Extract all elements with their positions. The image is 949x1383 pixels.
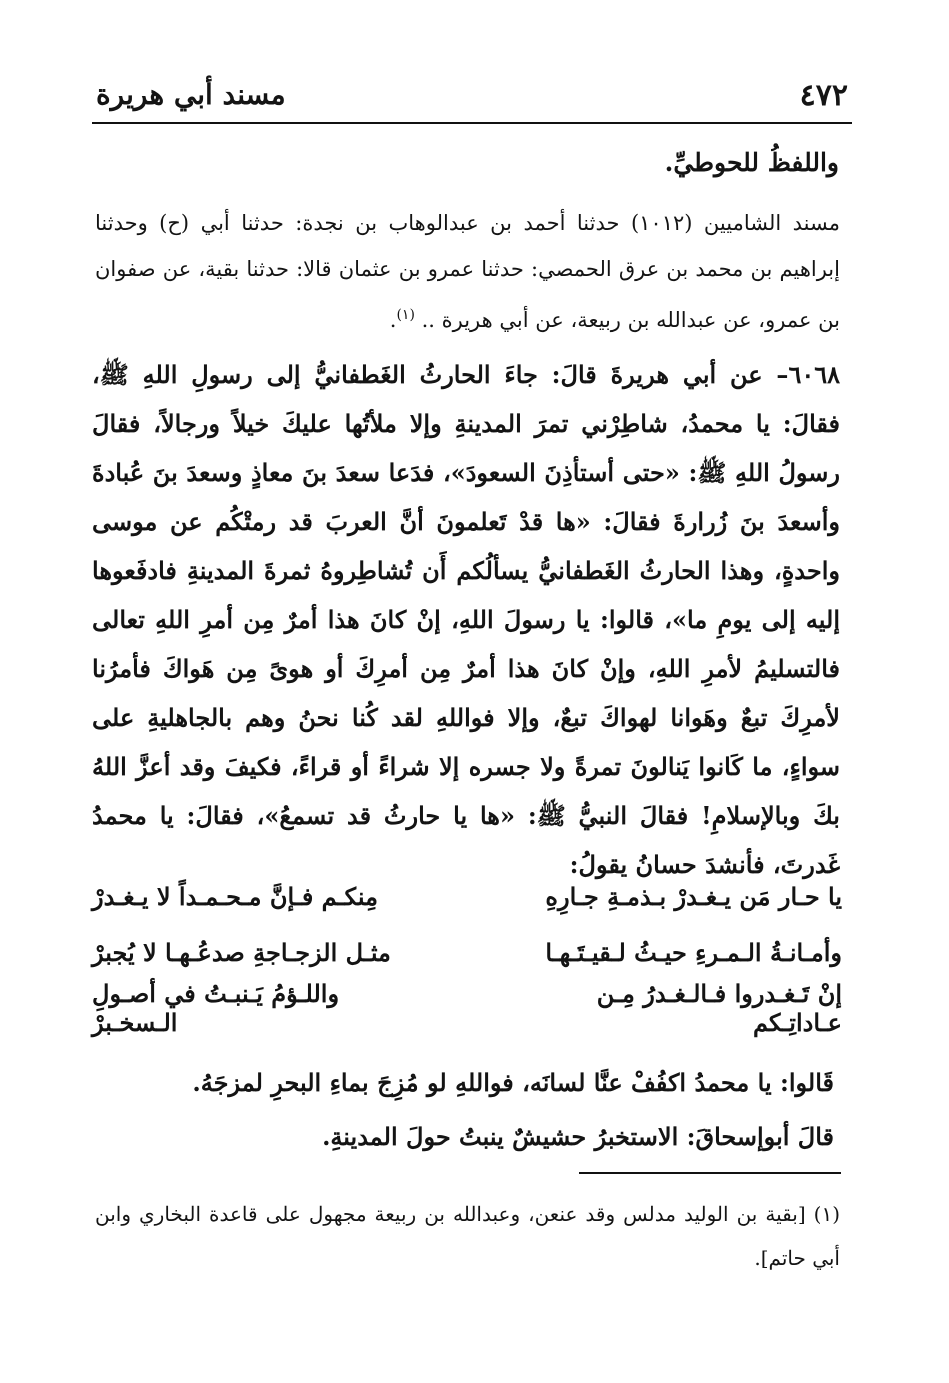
footnote-ref: (١) (396, 307, 415, 323)
footnote: (١) [بقية بن الوليد مدلس وقد عنعن، وعبدالله بن ربيعة مجهول على قاعدة البخاري وابن أبي حاتم]. (95, 1202, 840, 1270)
citation-text: مسند الشاميين (١٠١٢) حدثنا أحمد بن عبدالوهاب بن نجدة: حدثنا أبي (ح) وحدثنا إبراهيم بن محمد بن عرق الحمصي: حدثنا عمرو بن عثمان قالا: حدثنا بقية، عن صفوان بن عمرو، عن عبدالله بن ربيعة، عن أبي هريرة .. (95, 211, 840, 332)
poem-verse (92, 868, 842, 924)
verse-first-hemistich: يا حـار مَن يـغـدرْ بـذمـةِ جـارِهِ (545, 881, 842, 911)
verse-second-hemistich: مثـل الزجـاجةِ صدعُـهـا لا يُجبرْ (92, 937, 391, 967)
verse-second-hemistich: واللـؤمُ يَـنبـتُ في أصـولِ الـسخـبرْ (92, 979, 340, 1037)
page-number: ٤٧٢ (799, 78, 848, 113)
closing-text (134, 1056, 834, 1164)
poem-verse (92, 924, 842, 980)
verse-first-hemistich: إنْ تَـغـدروا فـالـغـدرُ مِـن عـاداتِـكم (596, 979, 842, 1037)
book-title: مسند أبي هريرة (96, 78, 286, 111)
closing-line: قَالوا: يا محمدُ اكفُفْ عنَّا لسانَه، فواللهِ لو مُزِجَ بماءِ البحرِ لمزجَهُ. (192, 1068, 834, 1097)
citation-paragraph: مسند الشاميين (١٠١٢) حدثنا أحمد بن عبدالوهاب بن نجدة: حدثنا أبي (ح) وحدثنا إبراهيم بن محمد بن عرق الحمصي: حدثنا عمرو بن عثمان قالا: حدثنا بقية، عن صفوان بن عمرو، عن عبدالله بن ربيعة، عن أبي هريرة .. $^{(١)}$. (95, 211, 840, 332)
verse-first-hemistich: وأمـانـةُ الـمـرءِ حيـثُ لـقيـتَـهـا (545, 937, 842, 967)
verse-second-hemistich: مِنكـم فـإنَّ مـحـمـداً لا يـغـدرْ (92, 881, 378, 911)
lafz-note: واللفظُ للحوطيِّ. (664, 148, 839, 177)
footnote-divider (579, 1172, 841, 1174)
poem (92, 868, 842, 1036)
closing-line: قالَ أبوإسحاقَ: الاستخبرُ حشيشٌ ينبتُ حولَ المدينةِ. (322, 1122, 834, 1151)
page-header (92, 72, 852, 124)
poem-verse (92, 980, 842, 1036)
hadith-paragraph: ٦٠٦٨– عن أبي هريرةَ قالَ: جاءَ الحارثُ الغَطفانيُّ إلى رسولِ اللهِ ﷺ، فقالَ: يا محمدُ، شاطِرْني تمرَ المدينةِ وإلا ملأتُها عليكَ خيلاً ورجالاً، فقالَ رسولُ اللهِ ﷺ: «حتى أستأذِنَ السعودَ»، فدَعا سعدَ بنَ معاذٍ وسعدَ بنَ عُبادةَ وأسعدَ بنَ زُرارةَ فقالَ: «ها قدْ تَعلمونَ أنَّ العربَ قد رمتْكُم عن موسى واحدةٍ، وهذا الحارثُ الغَطفانيُّ يسألُكم أَن تُشاطِروهُ ثمرةَ المدينةِ فادفَعوها إليه إلى يومِ ما»، قالوا: يا رسولَ اللهِ، إنْ كانَ هذا أمرٌ مِن أمرِ اللهِ تعالى فالتسليمُ لأمرِ اللهِ، وإنْ كانَ هذا أمرٌ مِن أمرِكَ أو هوىً مِن هَواكَ فأمرُنا لأمرِكَ تبعٌ وهَوانا لهواكَ تبعٌ، وإلا فواللهِ لقد كُنا نحنُ وهم بالجاهليةِ على سواءٍ، ما كَانوا يَنالونَ تمرةً ولا جسره إلا شراءً أو قراءً، فكيفَ وقد أعزَّ اللهُ بكَ وبالإسلامِ! فقالَ النبيُّ ﷺ: «ها يا حارثُ قد تسمعُ»، فقالَ: يا محمدُ غَدرتَ، فأنشدَ حسانُ يقولُ: (92, 360, 840, 879)
